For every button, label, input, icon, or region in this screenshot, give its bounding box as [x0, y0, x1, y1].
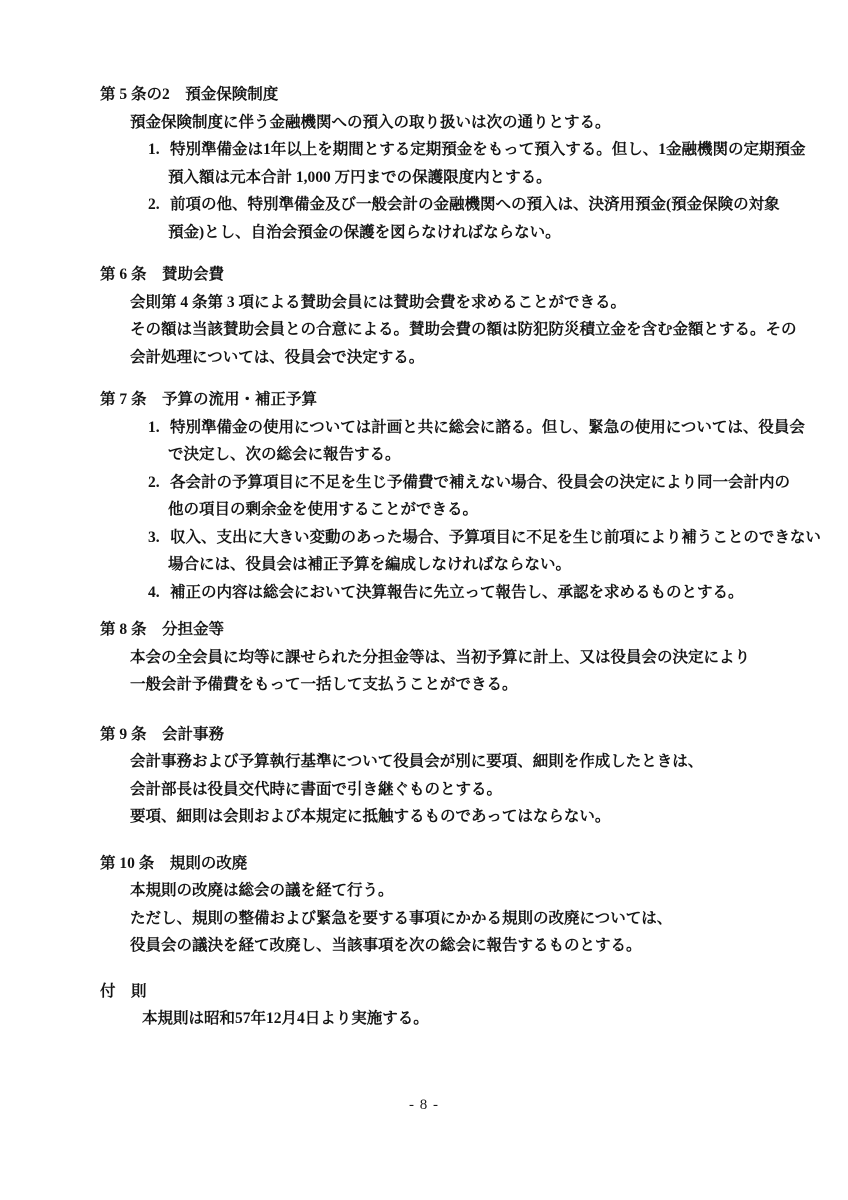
paragraph-line: ただし、規則の整備および緊急を要する事項にかかる規則の改廃については、: [130, 909, 673, 927]
item-number: 2.: [148, 473, 160, 491]
continuation-line: で決定し、次の総会に報告する。: [168, 446, 401, 463]
continuation-line: 預金)とし、自治会預金の保護を図らなければならない。: [168, 223, 561, 241]
item-text: 特別準備金の使用については計画と共に総会に諮る。但し、緊急の使用については、役員会: [170, 418, 805, 436]
item-number: 3.: [148, 528, 160, 546]
item-text: 補正の内容は総会において決算報告に先立って報告し、承認を求めるものとする。: [170, 583, 744, 601]
list-item-line: [148, 524, 821, 552]
paragraph-line: 預金保険制度に伴う金融機関への預入の取り扱いは次の通りとする。: [130, 113, 611, 131]
paragraph-line: 会則第 4 条第 3 項による賛助会員には賛助会費を求めることができる。: [130, 293, 627, 311]
section-heading: 第 7 条 予算の流用・補正予算: [100, 391, 318, 408]
paragraph-line: その額は当該賛助会員との合意による。賛助会費の額は防犯防災積立金を含む金額とする。その: [130, 321, 797, 338]
paragraph-line: 本会の全会員に均等に課せられた分担金等は、当初予算に計上、又は役員会の決定により: [130, 648, 751, 666]
item-text: 各会計の予算項目に不足を生じ予備費で補えない場合、役員会の決定により同一会計内の: [170, 473, 791, 491]
paragraph-line: 役員会の議決を経て改廃し、当該事項を次の総会に報告するものとする。: [130, 937, 642, 954]
list-item-line: [148, 579, 788, 607]
paragraph-line: 一般会計予備費をもって一括して支払うことができる。: [130, 676, 518, 693]
item-text: 前項の他、特別準備金及び一般会計の金融機関への預入は、決済用預金(預金保険の対象: [170, 196, 780, 213]
section-article-7: [100, 386, 821, 606]
section-heading: 第 8 条 分担金等: [100, 621, 225, 638]
section-heading: 第 10 条 規則の改廃: [100, 854, 248, 872]
paragraph-line: 会計事務および予算執行基準について役員会が別に要項、細則を作成したときは、: [130, 753, 704, 770]
section-article-8: [100, 616, 788, 699]
paragraph-line: 本規則は昭和57年12月4日より実施する。: [142, 1010, 429, 1027]
item-text: 特別準備金は1年以上を期間とする定期預金をもって預入する。但し、1金融機関の定期預金: [170, 141, 806, 158]
section-heading: 付 則: [100, 982, 147, 1000]
document-body: [100, 81, 821, 1033]
item-number: 1.: [148, 141, 160, 158]
continuation-line: 他の項目の剰余金を使用することができる。: [168, 501, 479, 518]
item-number: 4.: [148, 583, 160, 601]
continuation-line: 預入額は元本合計 1,000 万円までの保護限度内とする。: [168, 168, 552, 186]
section-heading: 第 5 条の2 預金保険制度: [100, 86, 279, 103]
section-article-5-2: [100, 81, 806, 246]
section-heading: 第 6 条 賛助会費: [100, 266, 225, 283]
page-number: - 8 -: [409, 1097, 439, 1113]
section-supplementary-provisions: [100, 978, 788, 1033]
list-item-line: [148, 136, 806, 164]
item-text: 収入、支出に大きい変動のあった場合、予算項目に不足を生じ前項により補うことのできない: [170, 528, 821, 546]
paragraph-line: 要項、細則は会則および本規定に抵触するものであってはならない。: [130, 808, 611, 825]
paragraph-line: 会計処理については、役員会で決定する。: [130, 348, 425, 366]
item-number: 1.: [148, 418, 160, 436]
paragraph-line: 本規則の改廃は総会の議を経て行う。: [130, 882, 394, 899]
section-article-9: [100, 721, 788, 831]
continuation-line: 場合には、役員会は補正予算を編成しなければならない。: [168, 556, 572, 573]
list-item-line: [148, 191, 788, 219]
section-heading: 第 9 条 会計事務: [100, 725, 225, 743]
section-article-6: [100, 261, 797, 371]
list-item-line: [148, 469, 791, 497]
paragraph-line: 会計部長は役員交代時に書面で引き継ぐものとする。: [130, 780, 503, 798]
list-item-line: [148, 414, 805, 442]
section-article-10: [100, 850, 788, 960]
item-number: 2.: [148, 196, 160, 213]
